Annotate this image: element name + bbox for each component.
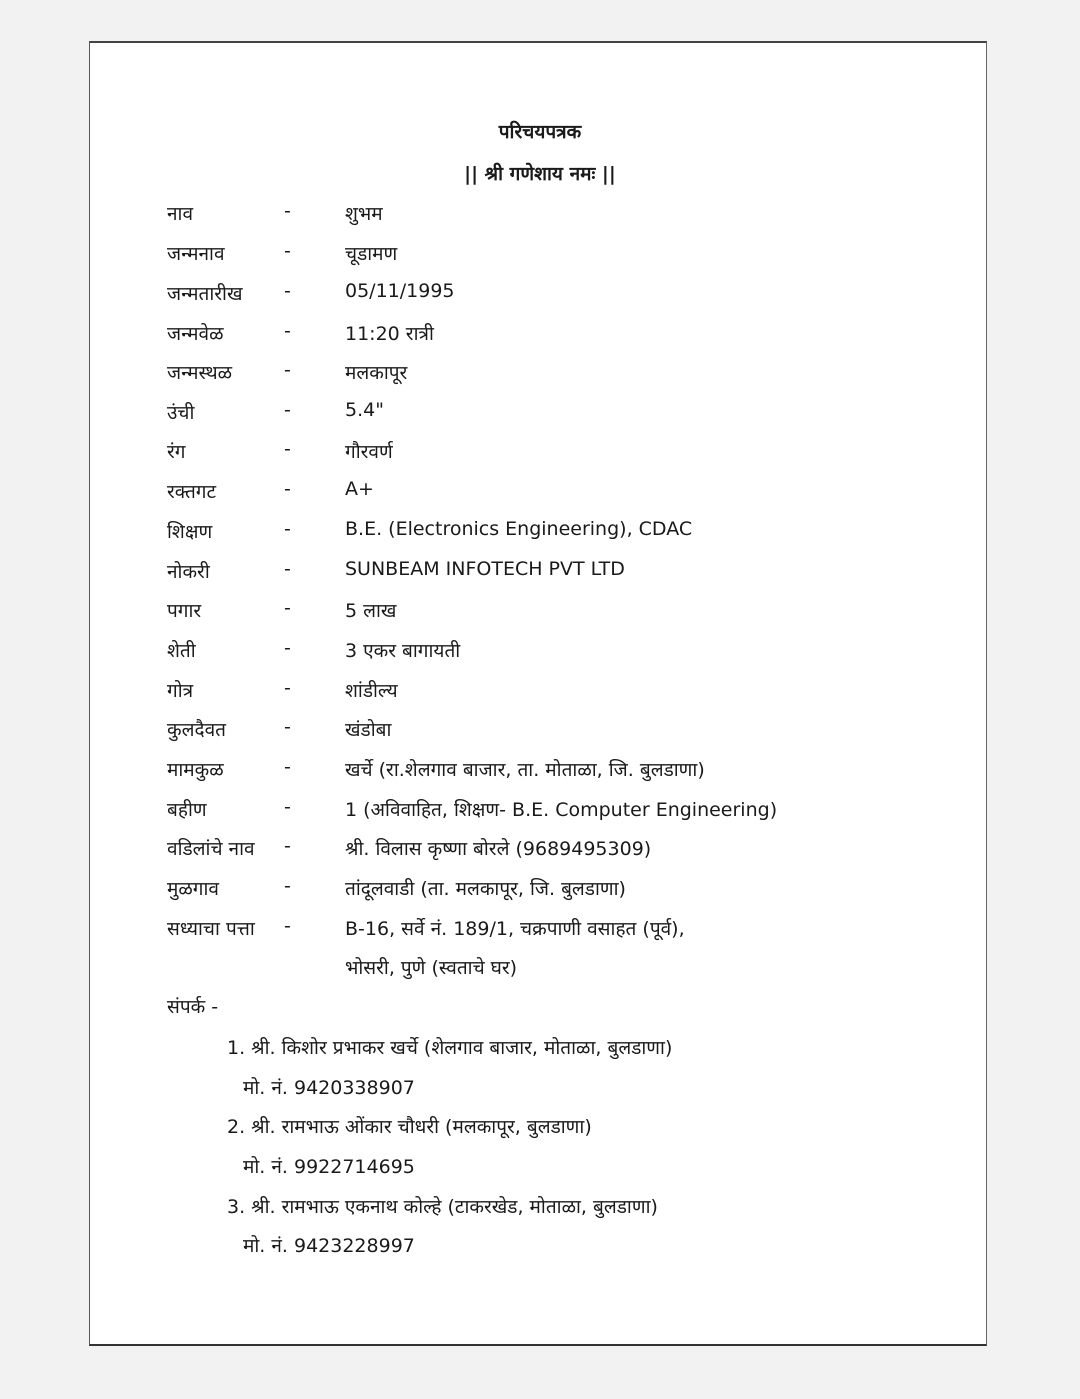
contact-name: 3. श्री. रामभाऊ एकनाथ कोल्हे (टाकरखेड, मोताळा, बुलडाणा) bbox=[227, 1196, 658, 1218]
field-value: श्री. विलास कृष्णा बोरले (9689495309) bbox=[345, 838, 652, 860]
field-label: रंग bbox=[167, 441, 186, 463]
field-separator: - bbox=[284, 796, 291, 818]
contact-phone: मो. नं. 9922714695 bbox=[243, 1156, 415, 1178]
field-separator: - bbox=[284, 875, 291, 897]
field-separator: - bbox=[284, 756, 291, 778]
field-value: खर्चे (रा.शेलगाव बाजार, ता. मोताळा, जि. बुलडाणा) bbox=[345, 759, 705, 781]
field-value: मलकापूर bbox=[345, 362, 408, 384]
field-value: चूडामण bbox=[345, 243, 398, 265]
field-label: रक्तगट bbox=[167, 481, 217, 503]
field-value: 5 लाख bbox=[345, 600, 397, 622]
field-value: गौरवर्ण bbox=[345, 441, 393, 463]
contact-phone: मो. नं. 9420338907 bbox=[243, 1077, 415, 1099]
field-value: शुभम bbox=[345, 203, 383, 225]
field-separator: - bbox=[284, 677, 291, 699]
field-separator: - bbox=[284, 280, 291, 302]
contact-name: 2. श्री. रामभाऊ ओंकार चौधरी (मलकापूर, बुलडाणा) bbox=[227, 1116, 592, 1138]
field-separator: - bbox=[284, 558, 291, 580]
field-separator: - bbox=[284, 240, 291, 262]
field-label: नाव bbox=[167, 203, 194, 225]
field-value: शांडील्य bbox=[345, 680, 398, 702]
field-separator: - bbox=[284, 716, 291, 738]
field-label: जन्मतारीख bbox=[167, 283, 243, 305]
field-separator: - bbox=[284, 835, 291, 857]
field-label: सध्याचा पत्ता bbox=[167, 918, 255, 940]
field-value: 11:20 रात्री bbox=[345, 323, 434, 345]
field-value: तांदूलवाडी (ता. मलकापूर, जि. बुलडाणा) bbox=[345, 878, 626, 900]
field-separator: - bbox=[284, 597, 291, 619]
field-separator: - bbox=[284, 518, 291, 540]
field-separator: - bbox=[284, 915, 291, 937]
field-value: 3 एकर बागायती bbox=[345, 640, 461, 662]
field-label: वडिलांचे नाव bbox=[167, 838, 255, 860]
field-separator: - bbox=[284, 438, 291, 460]
field-label: बहीण bbox=[167, 799, 207, 821]
field-value: 1 (अविवाहित, शिक्षण- B.E. Computer Engineering) bbox=[345, 799, 778, 821]
field-value: A+ bbox=[345, 478, 374, 500]
document-subtitle: || श्री गणेशाय नमः || bbox=[464, 163, 616, 185]
field-label: जन्मवेळ bbox=[167, 323, 224, 345]
field-separator: - bbox=[284, 399, 291, 421]
contact-phone: मो. नं. 9423228997 bbox=[243, 1235, 415, 1257]
field-label: मामकुळ bbox=[167, 759, 224, 781]
field-label: शेती bbox=[167, 640, 196, 662]
contact-name: 1. श्री. किशोर प्रभाकर खर्चे (शेलगाव बाजार, मोताळा, बुलडाणा) bbox=[227, 1037, 673, 1059]
field-label: जन्मस्थळ bbox=[167, 362, 233, 384]
field-label: नोकरी bbox=[167, 561, 210, 583]
document-page bbox=[89, 41, 987, 1346]
field-value: B-16, सर्वे नं. 189/1, चक्रपाणी वसाहत (पूर्व), bbox=[345, 918, 685, 940]
field-value: SUNBEAM INFOTECH PVT LTD bbox=[345, 558, 625, 580]
field-value: भोसरी, पुणे (स्वताचे घर) bbox=[345, 957, 518, 979]
field-separator: - bbox=[284, 637, 291, 659]
field-label: गोत्र bbox=[167, 680, 194, 702]
field-label: कुलदैवत bbox=[167, 719, 226, 741]
document-title: परिचयपत्रक bbox=[498, 121, 582, 143]
field-value: 05/11/1995 bbox=[345, 280, 455, 302]
field-label: उंची bbox=[167, 402, 195, 424]
field-value: B.E. (Electronics Engineering), CDAC bbox=[345, 518, 693, 540]
field-separator: - bbox=[284, 478, 291, 500]
field-value: 5.4" bbox=[345, 399, 384, 421]
field-value: खंडोबा bbox=[345, 719, 392, 741]
field-label: पगार bbox=[167, 600, 202, 622]
field-label: शिक्षण bbox=[167, 521, 213, 543]
field-separator: - bbox=[284, 200, 291, 222]
field-label: जन्मनाव bbox=[167, 243, 225, 265]
field-label: मुळगाव bbox=[167, 878, 219, 900]
contacts-heading: संपर्क - bbox=[167, 996, 219, 1018]
field-separator: - bbox=[284, 320, 291, 342]
field-separator: - bbox=[284, 359, 291, 381]
